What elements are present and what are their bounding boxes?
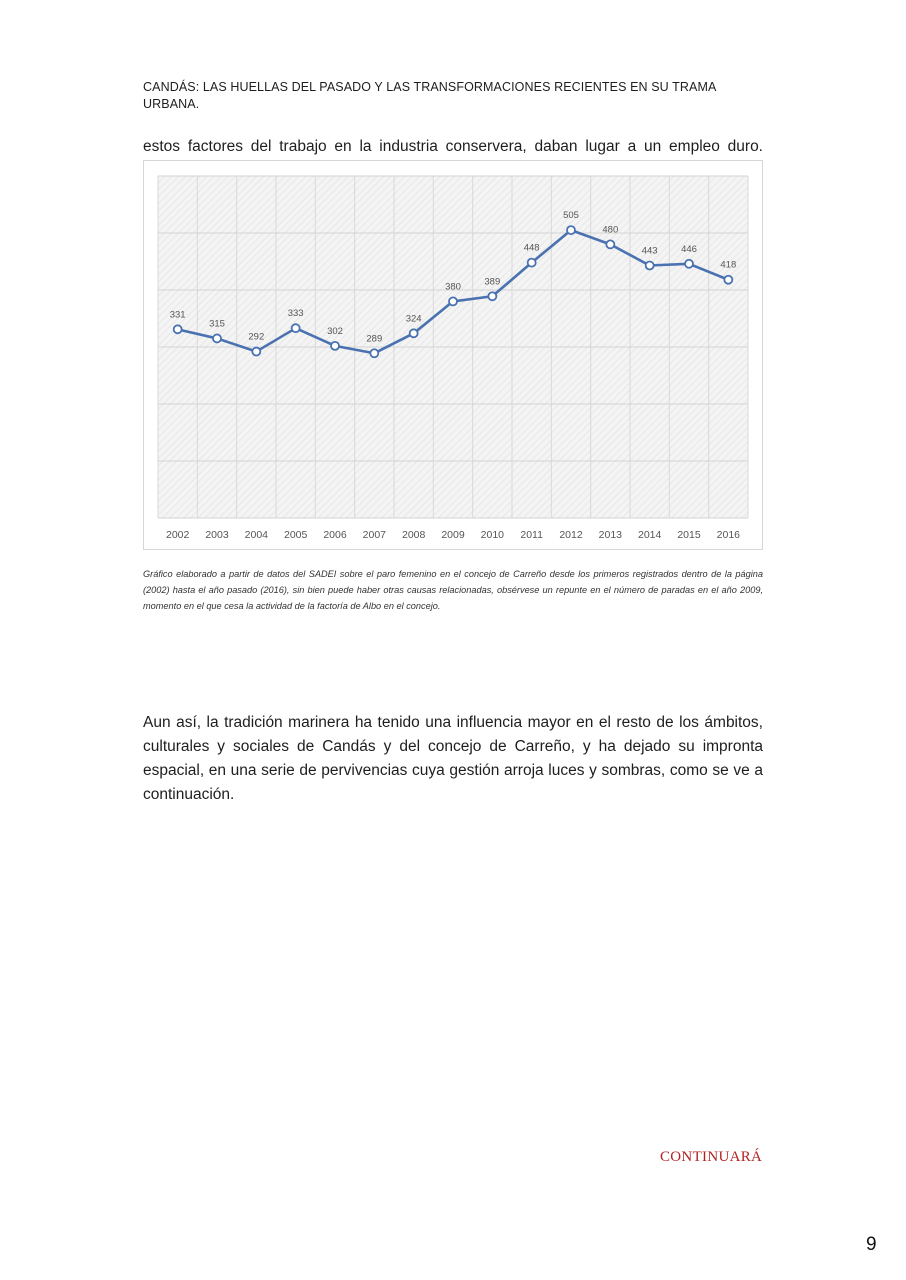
x-tick-label: 2009: [441, 529, 465, 541]
data-point: [449, 297, 457, 305]
data-point: [646, 261, 654, 269]
data-point: [292, 324, 300, 332]
data-point: [606, 240, 614, 248]
x-tick-label: 2005: [283, 529, 308, 541]
x-tick-label: 2012: [559, 529, 583, 541]
data-label: 331: [169, 309, 186, 321]
data-point: [174, 325, 182, 333]
data-label: 324: [405, 313, 422, 325]
data-label: 505: [563, 210, 579, 222]
x-tick-label: 2013: [598, 529, 623, 541]
data-point: [410, 329, 418, 337]
x-tick-label: 2015: [677, 529, 701, 541]
x-tick-label: 2006: [323, 529, 347, 541]
data-point: [370, 349, 378, 357]
page-number: 9: [866, 1234, 877, 1255]
data-point: [567, 226, 575, 234]
data-label: 418: [720, 259, 737, 271]
page-header-title: CANDÁS: LAS HUELLAS DEL PASADO Y LAS TRANSFORMACIONES RECIENTES EN SU TRAMA URBANA.: [143, 80, 716, 111]
chart-caption: Gráfico elaborado a partir de datos del SADEI sobre el paro femenino en el concejo de Carreño desde los primeros registrados dentro de la página (2002) hasta el año pasado (2016), sin bien puede haber otras causas relacionadas, obsérvese un repunte en el número de paradas en el año 2009, momento en el que cesa la actividad de la factoría de Albo en el concejo.: [143, 569, 763, 611]
data-point: [528, 259, 536, 267]
data-point: [213, 334, 221, 342]
x-tick-label: 2011: [520, 529, 543, 541]
data-point: [685, 260, 693, 268]
data-label: 480: [602, 224, 619, 236]
data-label: 389: [484, 276, 501, 288]
x-tick-label: 2002: [165, 529, 190, 541]
data-label: 315: [209, 318, 225, 330]
intro-line: estos factores del trabajo en la industria conservera, daban lugar a un empleo duro.: [143, 138, 763, 155]
data-label: 292: [248, 331, 265, 343]
line-chart: [143, 160, 763, 550]
body-paragraph: Aun así, la tradición marinera ha tenido una influencia mayor en el resto de los ámbitos, culturales y sociales de Candás y del concejo de Carreño, y ha dejado su impronta espacial, en una serie de pervivencias cuya gestión arroja luces y sombras, como se ve a continuación.: [143, 714, 763, 803]
data-point: [252, 348, 260, 356]
data-label: 380: [445, 281, 461, 293]
data-point: [331, 342, 339, 350]
data-label: 302: [327, 325, 343, 337]
data-point: [724, 276, 732, 284]
x-tick-label: 2003: [205, 529, 229, 541]
data-label: 443: [641, 245, 658, 257]
chart-svg: [144, 161, 764, 551]
data-label: 289: [366, 333, 383, 345]
data-point: [488, 292, 496, 300]
x-tick-label: 2010: [480, 529, 505, 541]
x-tick-label: 2014: [637, 529, 662, 541]
continued-label: CONTINUARÁ: [660, 1149, 763, 1165]
x-tick-label: 2008: [401, 529, 426, 541]
x-tick-label: 2007: [362, 529, 387, 541]
x-tick-label: 2016: [716, 529, 741, 541]
data-label: 448: [523, 242, 540, 254]
data-label: 446: [681, 243, 697, 255]
x-tick-label: 2004: [244, 529, 269, 541]
data-label: 333: [287, 308, 304, 320]
